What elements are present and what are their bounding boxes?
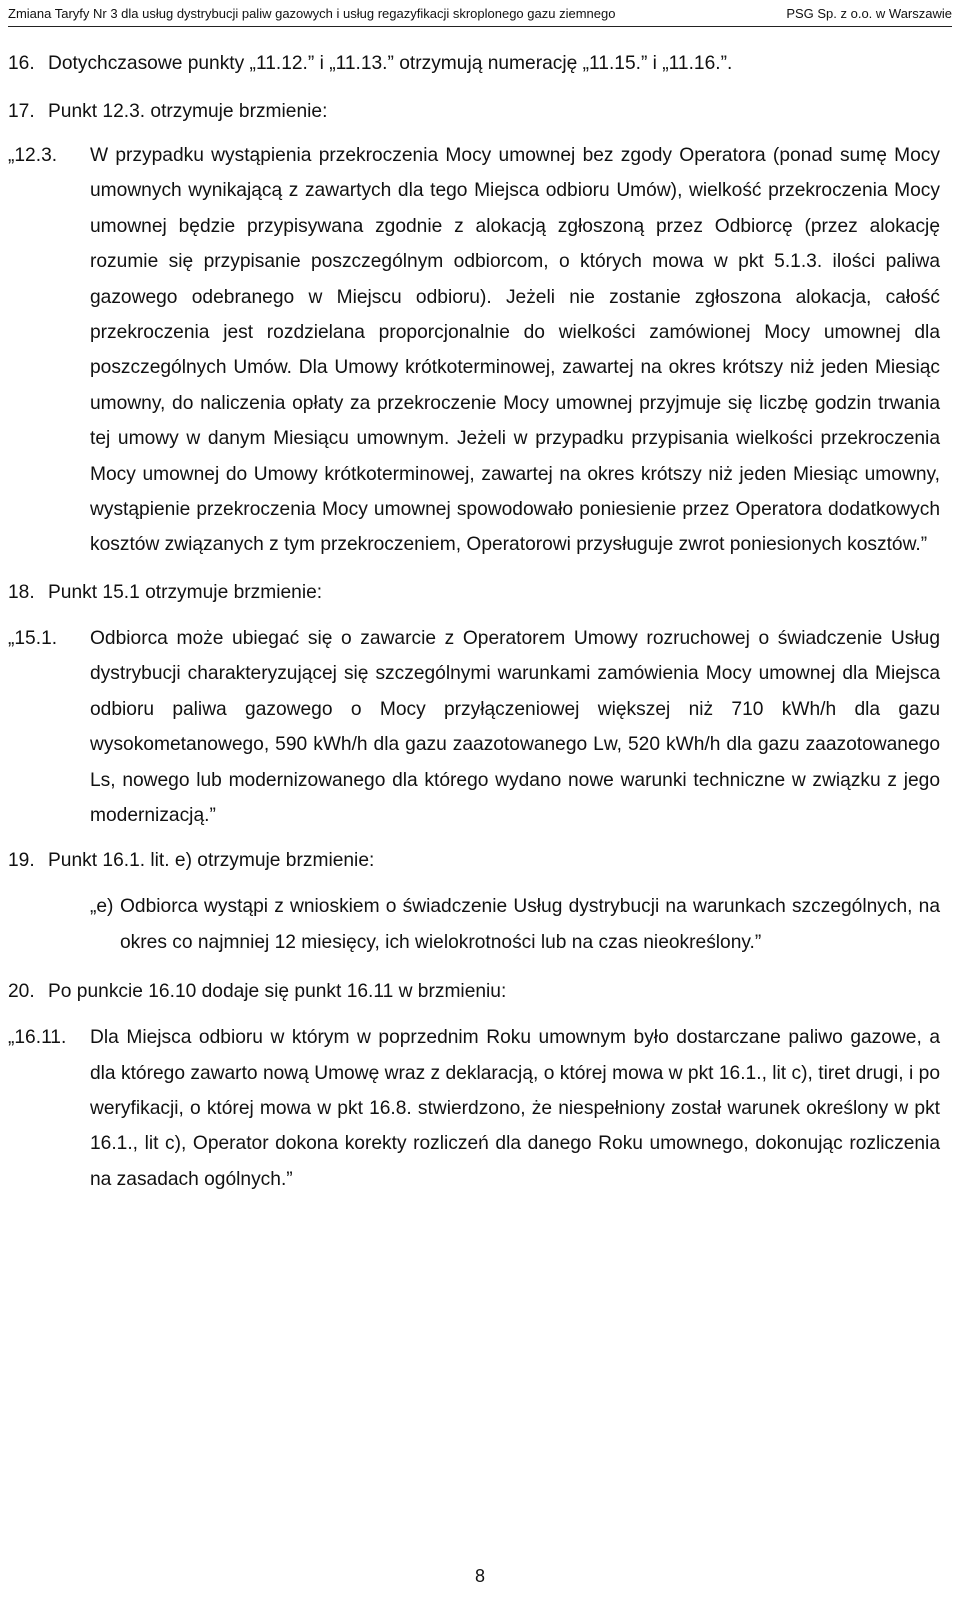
point-text: Odbiorca wystąpi z wnioskiem o świadczenie Usług dystrybucji na warunkach szczególnych, na okres co najmniej 12 miesięcy, ich wielokrotności lub na czas nieokreślony.” xyxy=(120,896,940,953)
item-number: 19. xyxy=(8,850,35,872)
item-number: 17. xyxy=(8,101,35,122)
quoted-letter-e xyxy=(0,889,960,960)
point-text: Odbiorca może ubiegać się o zawarcie z Operatorem Umowy rozruchowej o świadczenie Usług dystrybucji charakteryzującej się szczególnymi warunkami zamówienia Mocy umownej dla Miejsca odbioru paliwa gazowego o Mocy przyłączeniowej większej niż 710 kWh/h dla gazu wysokometanowego, 590 kWh/h dla gazu zaazotowanego Lw, 520 kWh/h dla gazu zaazotowanego Ls, nowego lub modernizowanego dla którego wydano nowe warunki techniczne w związku z jego modernizacją.” xyxy=(90,627,940,826)
item-17 xyxy=(0,96,960,128)
item-text: Punkt 12.3. otrzymuje brzmienie: xyxy=(48,101,328,122)
item-number: 20. xyxy=(8,981,35,1003)
point-label: „16.11. xyxy=(8,1027,67,1049)
item-19 xyxy=(0,845,960,877)
quoted-point-12-3 xyxy=(0,138,960,563)
item-text: Punkt 15.1 otrzymuje brzmienie: xyxy=(48,581,323,603)
point-label: „e) xyxy=(90,896,114,918)
item-number: 16. xyxy=(8,53,35,74)
point-label: „15.1. xyxy=(8,627,58,649)
point-text: Dla Miejsca odbioru w którym w poprzednim Roku umownym było dostarczane paliwo gazowe, a dla którego zawarto nową Umowę wraz z deklaracją, o której mowa w pkt 16.1., lit c), tiret drugi, i po weryfikacji, o której mowa w pkt 16.8. stwierdzono, że niespełniony został warunek określony w pkt 16.1., lit c), Operator dokona korekty rozliczeń dla danego Roku umownego, dokonując rozliczenia na zasadach ogólnych.” xyxy=(90,1027,940,1190)
quoted-point-16-11 xyxy=(0,1020,960,1197)
item-number: 18. xyxy=(8,581,35,603)
point-label: „12.3. xyxy=(8,145,58,166)
item-text: Dotychczasowe punkty „11.12.” i „11.13.” otrzymują numerację „11.15.” i „11.16.”. xyxy=(48,53,733,74)
item-18 xyxy=(0,577,960,609)
item-16 xyxy=(0,48,960,80)
item-text: Punkt 16.1. lit. e) otrzymuje brzmienie: xyxy=(48,850,375,872)
quoted-point-15-1 xyxy=(0,621,960,833)
item-text: Po punkcie 16.10 dodaje się punkt 16.11 w brzmieniu: xyxy=(48,981,507,1003)
page-header xyxy=(8,4,952,27)
item-20 xyxy=(0,976,960,1008)
point-text: W przypadku wystąpienia przekroczenia Mocy umownej bez zgody Operatora (ponad sumę Mocy umownych wynikającą z zawartych dla tego Miejsca odbioru Umów), wielkość przekroczenia Mocy umownej będzie przypisywana zgodnie z alokacją zgłoszoną przez Odbiorcę (przez alokację rozumie się przypisanie poszczególnym odbiorcom, o których mowa w pkt 5.1.3. ilości paliwa gazowego odebranego w Miejscu odbioru). Jeżeli nie zostanie zgłoszona alokacja, całość przekroczenia jest rozdzielana proporcjonalnie do wielkości zamówionej Mocy umownej dla poszczególnych Umów. Dla Umowy krótkoterminowej, zawartej na okres krótszy niż jeden Miesiąc umowny, do naliczenia opłaty za przekroczenie Mocy umownej przyjmuje się liczbę godzin trwania tej umowy w danym Miesiącu umownym. Jeżeli w przypadku przypisania wielkości przekroczenia Mocy umownej do Umowy krótkoterminowej, zawartej na okres krótszy niż jeden Miesiąc umowny, wystąpienie przekroczenia Mocy umownej spowodowało poniesienie przez Operatora dodatkowych kosztów związanych z tym przekroczeniem, Operatorowi przysługuje zwrot poniesionych kosztów.” xyxy=(90,145,940,556)
company-name: PSG Sp. z o.o. w Warszawie xyxy=(786,6,952,21)
document-body xyxy=(0,48,960,1197)
page-number: 8 xyxy=(474,1566,485,1586)
document-title: Zmiana Taryfy Nr 3 dla usług dystrybucji paliw gazowych i usług regazyfikacji skroplonego gazu ziemnego xyxy=(8,6,616,21)
